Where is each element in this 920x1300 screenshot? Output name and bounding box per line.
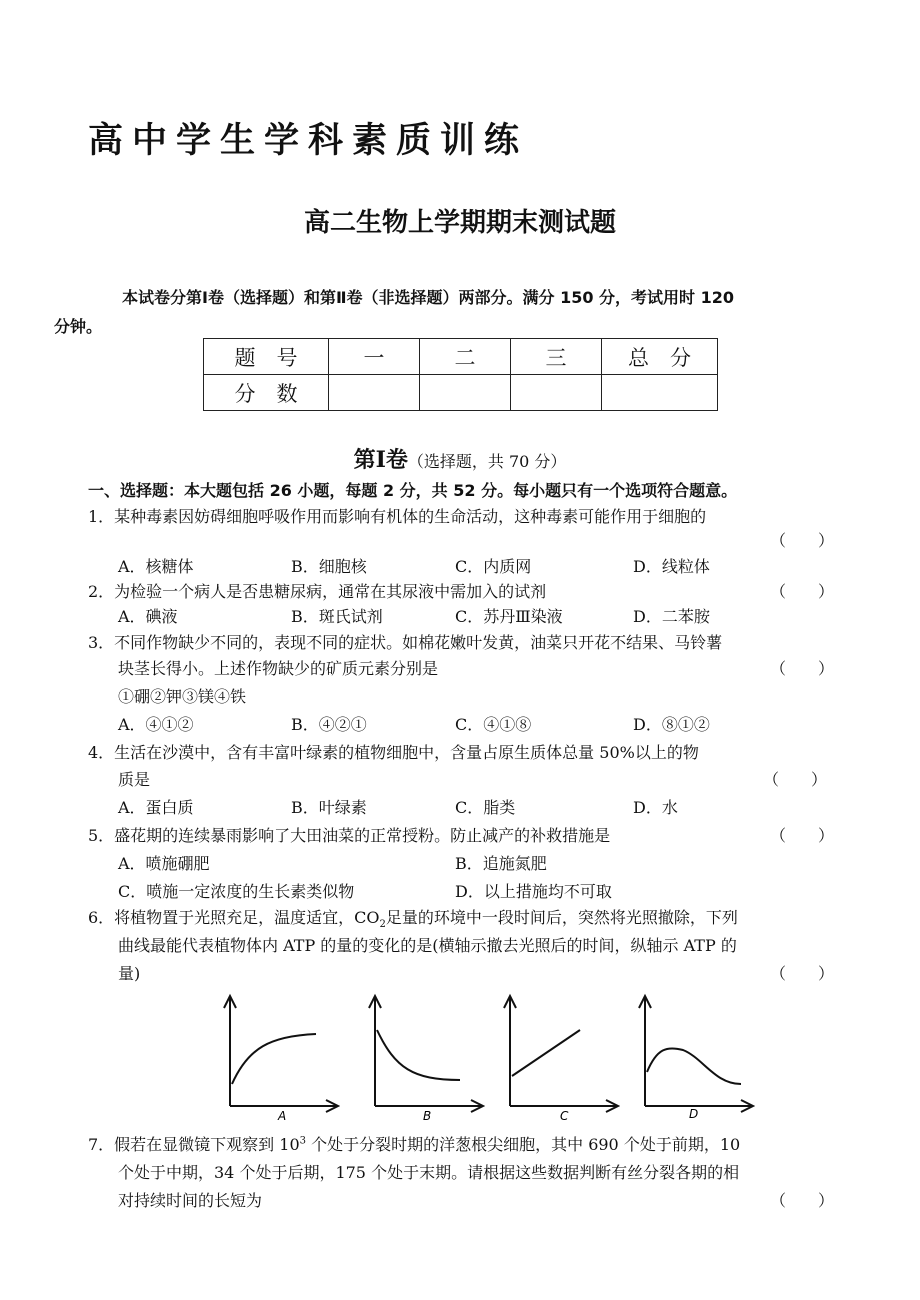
q7-stem-1-text-a: 7．假若在显微镜下观察到 10 bbox=[88, 1135, 300, 1154]
q3-option-d: D．⑧①② bbox=[633, 715, 710, 734]
section-title-main: 第Ⅰ卷 bbox=[353, 447, 408, 473]
q1-option-d: D．线粒体 bbox=[633, 557, 710, 576]
section-title bbox=[0, 443, 920, 474]
score-cell: 分 数 bbox=[204, 375, 329, 411]
q3-answer-paren[interactable]: （ ） bbox=[770, 659, 835, 678]
q1-option-a: A．核糖体 bbox=[118, 557, 194, 576]
q2-option-d: D．二苯胺 bbox=[633, 607, 710, 626]
score-row-values bbox=[204, 375, 718, 411]
q6-stem-1-text-b: 足量的环境中一段时间后，突然将光照撤除，下列 bbox=[385, 908, 738, 927]
q7-stem-2: 个处于中期，34 个处于后期，175 个处于末期。请根据这些数据判断有丝分裂各期的相 bbox=[118, 1163, 740, 1182]
q7-answer-paren[interactable]: （ ） bbox=[770, 1191, 835, 1210]
q5-option-b: B．追施氮肥 bbox=[455, 854, 547, 873]
q4-stem-1: 4．生活在沙漠中，含有丰富叶绿素的植物细胞中，含量占原生质体总量 50%以上的物 bbox=[88, 743, 699, 762]
q7-superscript: 3 bbox=[299, 1135, 307, 1147]
q6-answer-paren[interactable]: （ ） bbox=[770, 964, 835, 983]
banner-title: 高中学生学科素质训练 bbox=[88, 121, 529, 161]
score-input-cell[interactable] bbox=[602, 375, 718, 411]
graph-b-label: B bbox=[423, 1109, 432, 1123]
q3-option-b: B．④②① bbox=[291, 715, 367, 734]
atp-graphs bbox=[210, 988, 770, 1123]
q4-option-d: D．水 bbox=[633, 798, 678, 817]
score-cell: 三 bbox=[511, 339, 602, 375]
q7-stem-3: 对持续时间的长短为 bbox=[118, 1191, 263, 1210]
graph-c-line bbox=[512, 1030, 580, 1076]
q1-option-c: C．内质网 bbox=[455, 557, 532, 576]
score-input-cell[interactable] bbox=[511, 375, 602, 411]
q3-stem-2: 块茎长得小。上述作物缺少的矿质元素分别是 bbox=[118, 659, 439, 678]
q6-stem-1-text-a: 6．将植物置于光照充足，温度适宜，CO bbox=[88, 908, 380, 927]
q2-stem: 2．为检验一个病人是否患糖尿病，通常在其尿液中需加入的试剂 bbox=[88, 582, 547, 601]
graph-b[interactable] bbox=[355, 988, 485, 1123]
q3-stem-1: 3．不同作物缺少不同的，表现不同的症状。如棉花嫩叶发黄，油菜只开花不结果、马铃薯 bbox=[88, 633, 723, 652]
q6-stem-3: 量) bbox=[118, 964, 141, 983]
q4-option-a: A．蛋白质 bbox=[118, 798, 194, 817]
q7-stem-1-text-b: 个处于分裂时期的洋葱根尖细胞，其中 690 个处于前期，10 bbox=[306, 1135, 741, 1154]
intro-text bbox=[54, 283, 836, 341]
intro-line-1: 本试卷分第Ⅰ卷（选择题）和第Ⅱ卷（非选择题）两部分。满分 150 分，考试用时 120 bbox=[122, 288, 735, 307]
q6-stem-2: 曲线最能代表植物体内 ATP 的量的变化的是(横轴示撤去光照后的时间，纵轴示 ATP 的 bbox=[118, 936, 737, 955]
q5-option-d: D．以上措施均不可取 bbox=[455, 882, 612, 901]
q2-answer-paren[interactable]: （ ） bbox=[770, 582, 835, 601]
q2-option-c: C．苏丹Ⅲ染液 bbox=[455, 607, 563, 626]
q4-stem-2: 质是 bbox=[118, 770, 151, 789]
graph-d[interactable] bbox=[625, 988, 755, 1123]
q4-option-b: B．叶绿素 bbox=[291, 798, 367, 817]
graph-a-curve bbox=[232, 1034, 316, 1084]
q3-option-a: A．④①② bbox=[118, 715, 194, 734]
q1-option-b: B．细胞核 bbox=[291, 557, 367, 576]
graph-a-label: A bbox=[278, 1109, 287, 1123]
q7-stem-1 bbox=[88, 1132, 740, 1155]
score-input-cell[interactable] bbox=[420, 375, 511, 411]
graph-c[interactable] bbox=[490, 988, 620, 1123]
q6-stem-1 bbox=[88, 905, 738, 930]
q5-option-a: A．喷施硼肥 bbox=[118, 854, 210, 873]
q5-stem: 5．盛花期的连续暴雨影响了大田油菜的正常授粉。防止减产的补救措施是 bbox=[88, 826, 611, 845]
q4-option-c: C．脂类 bbox=[455, 798, 516, 817]
graph-a[interactable] bbox=[210, 988, 340, 1123]
q2-option-a: A．碘液 bbox=[118, 607, 178, 626]
graph-b-curve bbox=[377, 1030, 460, 1080]
q2-option-b: B．斑氏试剂 bbox=[291, 607, 383, 626]
score-input-cell[interactable] bbox=[329, 375, 420, 411]
graph-d-label: D bbox=[689, 1107, 699, 1121]
graph-c-label: C bbox=[560, 1109, 569, 1123]
q5-option-c: C．喷施一定浓度的生长素类似物 bbox=[118, 882, 355, 901]
score-cell: 总 分 bbox=[602, 339, 718, 375]
score-table bbox=[203, 338, 718, 411]
score-cell: 题 号 bbox=[204, 339, 329, 375]
q4-answer-paren[interactable]: （ ） bbox=[763, 770, 828, 789]
score-cell: 一 bbox=[329, 339, 420, 375]
score-cell: 二 bbox=[420, 339, 511, 375]
q3-option-c: C．④①⑧ bbox=[455, 715, 532, 734]
graph-d-curve bbox=[647, 1048, 741, 1084]
q1-answer-paren[interactable]: （ ） bbox=[770, 531, 835, 550]
score-row-header bbox=[204, 339, 718, 375]
page-title: 高二生物上学期期末测试题 bbox=[303, 208, 616, 238]
q5-answer-paren[interactable]: （ ） bbox=[770, 826, 835, 845]
q1-stem: 1．某种毒素因妨碍细胞呼吸作用而影响有机体的生命活动，这种毒素可能作用于细胞的 bbox=[88, 507, 707, 526]
intro-line-2: 分钟。 bbox=[54, 317, 103, 336]
part-header: 一、选择题：本大题包括 26 小题，每题 2 分，共 52 分。每小题只有一个选项符合题意。 bbox=[88, 481, 738, 500]
q3-stem-3: ①硼②钾③镁④铁 bbox=[118, 687, 247, 706]
section-title-sub: （选择题，共 70 分） bbox=[407, 452, 567, 471]
q6-subscript: 2 bbox=[379, 919, 386, 931]
